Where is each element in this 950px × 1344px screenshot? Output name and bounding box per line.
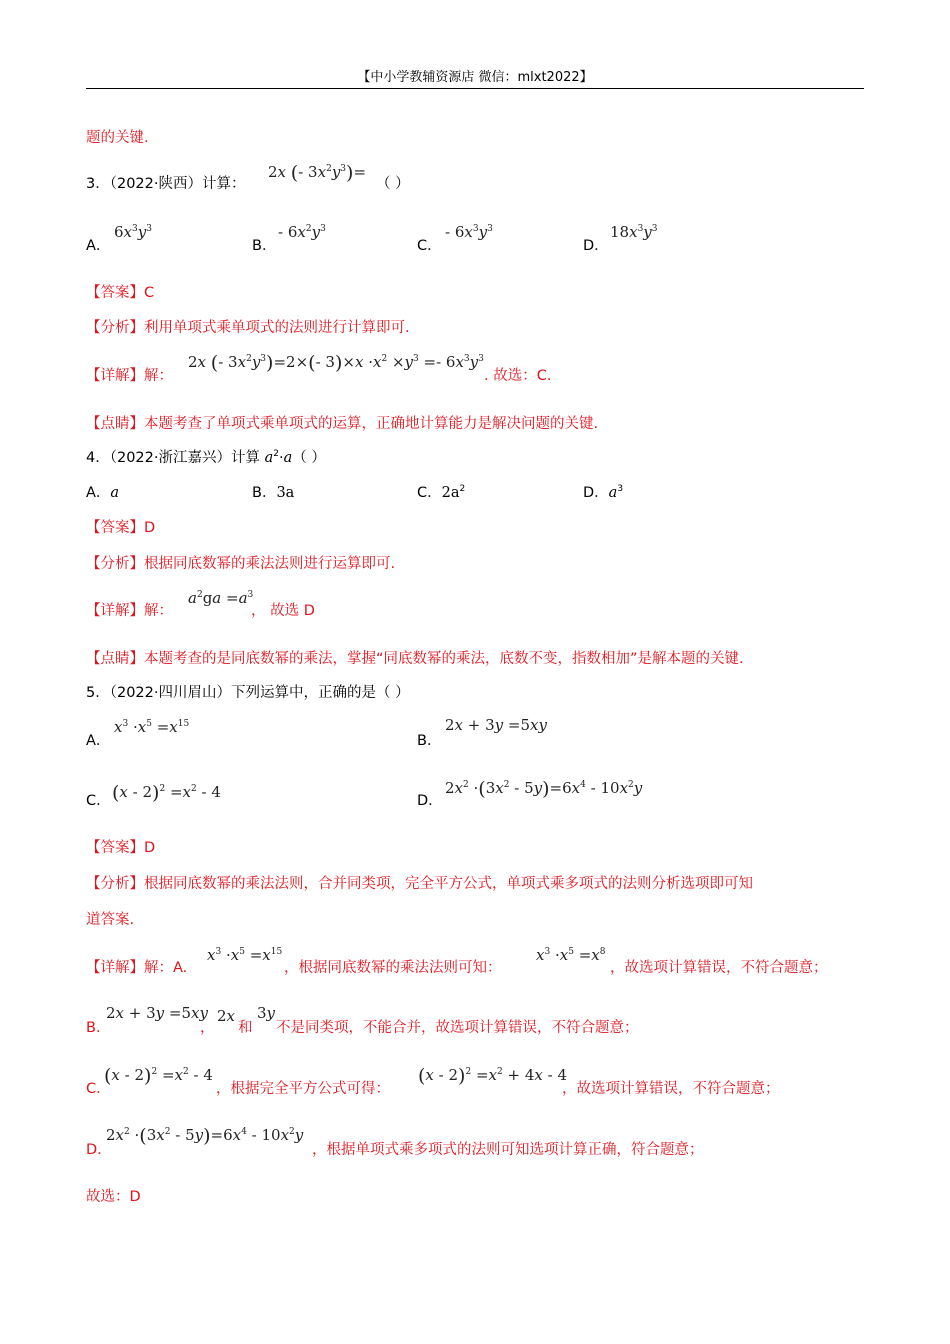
q5-detail-c-expression: $(x - 2)^2 =x^2 - 4$ — [104, 1065, 213, 1087]
q4-comment: 【点睛】本题考查的是同底数幂的乘法，掌握“同底数幂的乘法，底数不变，指数相加”是解本题的关键. — [86, 651, 744, 667]
q3-option-b-label: B． — [252, 238, 277, 254]
q5-detail-c-end: ，故选项计算错误，不符合题意； — [562, 1081, 780, 1097]
q4-answer: 【答案】D — [86, 520, 156, 536]
q3-option-d: $18x^3y^3$ — [610, 223, 658, 241]
q3-option-c-label: C． — [417, 238, 442, 254]
q4-option-b: B．3a — [252, 485, 295, 501]
intro-text: 题的关键. — [86, 130, 149, 146]
page-header: 【中小学教辅资源店 微信：mlxt2022】 — [357, 70, 593, 85]
q4-option-a: A．a — [86, 485, 120, 501]
q3-prompt: 计算： — [202, 176, 246, 192]
q5-detail-a-result: $x^3 \cdot x^5 =x^8$ — [536, 946, 606, 964]
q5-option-b: 2x + 3y =5xy — [445, 716, 547, 734]
q3-option-d-label: D． — [583, 238, 609, 254]
q5-detail-a-label: 【详解】解：A. — [86, 960, 188, 976]
q5-detail-b-expression: 2x + 3y =5xy — [106, 1004, 208, 1022]
q3-detail-conclusion: . 故选：C. — [484, 368, 552, 384]
q5-final: 故选：D — [86, 1189, 141, 1205]
q4-detail-expression: $a^2ga =a^3$ — [188, 589, 254, 607]
q4-analysis: 【分析】根据同底数幂的乘法法则进行运算即可. — [86, 556, 396, 572]
q3-option-c: - $6x^3y^3$ — [445, 223, 493, 241]
q3-stem — [86, 174, 246, 194]
q5-detail-c-mid: ，根据完全平方公式可得： — [216, 1081, 390, 1097]
q3-blank: （ ） — [376, 176, 410, 192]
q5-detail-b-and: 和 — [238, 1020, 253, 1036]
q3-number: 3． — [86, 176, 110, 192]
q3-detail-expression: 2x (- $3x^2y^3)=2\times(-$ $3)\times x \cdot x^2 \times y^3 =- 6x^3y^3$ — [188, 352, 484, 374]
q5-detail-a-mid: ，根据同底数幂的乘法法则可知： — [284, 960, 502, 976]
q3-option-a: $6x^3y^3$ — [114, 223, 152, 241]
q5-detail-b-sep: ， — [200, 1020, 215, 1036]
q5-detail-b-end: 不是同类项，不能合并，故选项计算错误，不符合题意； — [276, 1020, 639, 1036]
q5-option-a: $x^3 \cdot x^5 =x^{15}$ — [114, 718, 190, 736]
q5-option-c: $(x - 2)^2 =x^2 - 4$ — [112, 782, 221, 804]
q5-option-d: $2x^2 \cdot(3x^2 - 5y)=6x^4 - 10x^2y$ — [445, 778, 643, 800]
q5-option-d-label: D． — [417, 793, 443, 809]
q5-detail-b-term1: 2x — [217, 1007, 236, 1025]
q5-answer: 【答案】D — [86, 840, 156, 856]
q5-analysis-line1: 【分析】根据同底数幂的乘法法则，合并同类项，完全平方公式，单项式乘多项式的法则分析选项即可知 — [86, 876, 753, 892]
q3-comment: 【点睛】本题考查了单项式乘单项式的运算，正确地计算能力是解决问题的关键. — [86, 416, 599, 432]
q3-source: （2022·陕西） — [109, 176, 202, 192]
q4-option-d: D．$a^3$ — [583, 484, 624, 501]
q5-option-b-label: B． — [417, 733, 442, 749]
q5-option-a-label: A． — [86, 733, 111, 749]
q5-analysis-line2: 道答案. — [86, 912, 135, 928]
q5-option-c-label: C． — [86, 793, 111, 809]
q5-detail-c-result: $(x - 2)^2 =x^2 + 4x - 4$ — [418, 1065, 568, 1087]
q3-analysis: 【分析】利用单项式乘单项式的法则进行计算即可. — [86, 320, 410, 336]
q3-expression: 2x (- $3x^2y^3)=$ — [268, 162, 367, 184]
header-rule — [86, 88, 864, 89]
q4-detail-label: 【详解】解： — [86, 603, 173, 619]
q4-option-c: C．$2a^2$ — [417, 484, 466, 501]
q5-detail-d-label: D. — [86, 1142, 102, 1158]
q5-detail-a-end: ，故选项计算错误，不符合题意； — [610, 960, 828, 976]
q3-answer: 【答案】C — [86, 285, 155, 301]
q3-option-a-label: A． — [86, 238, 111, 254]
q5-detail-d-expression: $2x^2 \cdot(3x^2 - 5y)=6x^4 - 10x^2y$ — [106, 1125, 304, 1147]
q4-detail-conclusion: ， 故选 D — [251, 603, 315, 619]
q3-detail-label: 【详解】解： — [86, 368, 173, 384]
q4-stem: 4．（2022·浙江嘉兴）计算 $a^2\cdot a$（ ） — [86, 449, 326, 466]
q5-detail-d-end: ，根据单项式乘多项式的法则可知选项计算正确，符合题意； — [312, 1142, 704, 1158]
q5-detail-b-term2: 3y — [257, 1004, 276, 1022]
q5-detail-c-label: C. — [86, 1081, 101, 1097]
q5-detail-a-expression: $x^3 \cdot x^5 =x^{15}$ — [207, 946, 283, 964]
q5-detail-b-label: B. — [86, 1020, 101, 1036]
q5-stem: 5．（2022·四川眉山）下列运算中，正确的是（ ） — [86, 685, 410, 701]
q3-option-b: - $6x^2y^3$ — [278, 223, 326, 241]
